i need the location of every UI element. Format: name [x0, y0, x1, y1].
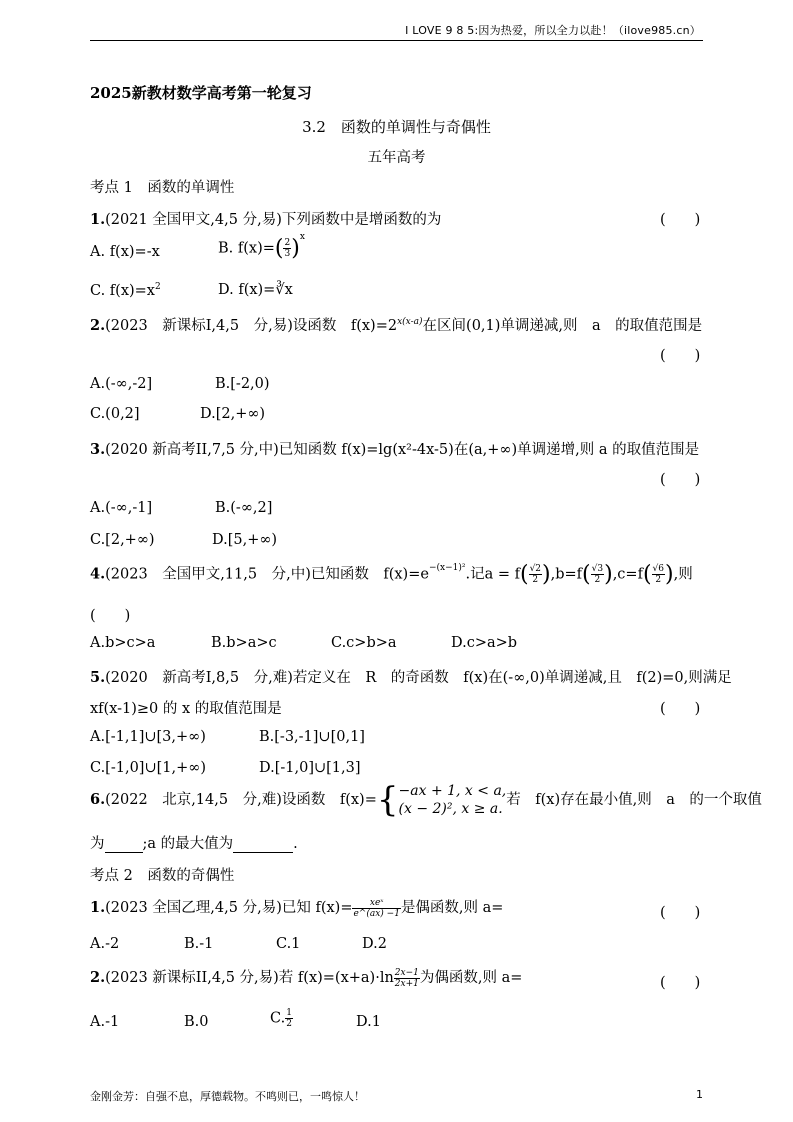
q1-option-c — [90, 282, 161, 299]
answer-paren: ( ) — [660, 212, 701, 228]
exponent: x — [299, 231, 305, 242]
question-number: 4. — [90, 565, 106, 583]
option-text: C. — [270, 1010, 286, 1027]
subsection-title: 五年高考 — [367, 150, 426, 166]
section-title: 3.2 函数的单调性与奇偶性 — [302, 118, 491, 136]
q7-option-d: D.2 — [362, 936, 387, 952]
q4-option-b: B.b>a>c — [211, 635, 277, 651]
question-text: (2023 新课标II,4,5 分,易)若 f(x)=(x+a)·ln — [105, 970, 394, 986]
answer-blank[interactable] — [105, 852, 143, 853]
question-1-stem — [90, 208, 441, 229]
question-text: (2022 北京,14,5 分,难)设函数 f(x)= — [105, 792, 377, 808]
q8-option-c — [270, 1008, 293, 1029]
q2-option-d: D.[2,+∞) — [200, 406, 266, 422]
question-number: 3. — [90, 441, 106, 458]
fraction-denominator: 2 — [594, 575, 601, 585]
option-text: B. f(x)= — [218, 240, 275, 257]
q1-option-b — [218, 231, 305, 261]
question-text: (2023 全国乙理,4,5 分,易)已知 f(x)= — [105, 900, 353, 916]
question-5-stem-line2: xf(x-1)≥0 的 x 的取值范围是 — [90, 701, 282, 717]
question-7-stem — [90, 896, 503, 919]
piecewise-brace: { — [376, 780, 399, 820]
piecewise-case: (x − 2)², x ≥ a. — [398, 801, 503, 817]
q3-option-d: D.[5,+∞) — [212, 532, 278, 548]
q4-option-a: A.b>c>a — [90, 635, 156, 651]
question-text: (2021 全国甲文,4,5 分,易)下列函数中是增函数的为 — [105, 212, 442, 228]
answer-paren: ( ) — [660, 975, 701, 991]
question-6-line2 — [90, 832, 298, 853]
q3-option-a: A.(-∞,-1] — [90, 500, 153, 516]
fraction-denominator: 2 — [532, 575, 539, 585]
question-3-stem — [90, 438, 699, 459]
fraction-denominator: 2x+1 — [394, 978, 419, 989]
fraction — [394, 968, 420, 989]
answer-blank[interactable] — [233, 852, 293, 853]
fraction — [285, 1008, 293, 1029]
fraction-numerator: √3 — [591, 564, 604, 574]
page-header: I LOVE 9 8 5:因为热爱，所以全力以赴！（ilove985.cn） — [405, 24, 701, 37]
fraction-denominator: e^(ax) −1 — [353, 908, 400, 919]
question-number: 2. — [90, 969, 106, 986]
piecewise-cases — [399, 782, 507, 818]
fraction-denominator: 3 — [284, 249, 291, 259]
knowledge-point-1: 考点 1 函数的单调性 — [90, 180, 235, 196]
question-text: ;a 的最大值为 — [142, 836, 234, 852]
header-rule — [90, 40, 703, 41]
q8-option-a: A.-1 — [90, 1014, 120, 1030]
option-text: C. f(x)=x — [90, 282, 155, 299]
fraction-numerator: √6 — [652, 564, 665, 574]
answer-paren: ( ) — [660, 348, 701, 364]
exponent: −(x−1)² — [428, 562, 466, 573]
question-number: 1. — [90, 899, 106, 916]
question-text: (2023 全国甲文,11,5 分,中)已知函数 f(x)=e — [105, 566, 429, 583]
paren-open: ( — [582, 562, 591, 587]
fraction — [652, 564, 665, 585]
question-text: ,b=f — [550, 566, 583, 583]
fraction — [591, 564, 604, 585]
question-text: 为偶函数,则 a= — [419, 970, 523, 986]
question-text: 为 — [90, 836, 105, 852]
answer-paren: ( ) — [660, 905, 701, 921]
fraction-numerator: √2 — [529, 564, 542, 574]
piecewise-case: −ax + 1, x < a, — [398, 783, 507, 799]
q7-option-a: A.-2 — [90, 936, 120, 952]
fraction — [529, 564, 542, 585]
page-footer: 金刚金芳：自强不息，厚德载物。不鸣则已，一鸣惊人！ — [90, 1090, 365, 1103]
q2-option-c: C.(0,2] — [90, 406, 140, 422]
exponent: x(x-a) — [397, 317, 423, 328]
fraction-numerator: 2x−1 — [394, 967, 419, 978]
question-text: 是偶函数,则 a= — [400, 900, 504, 916]
question-text: . — [293, 836, 298, 852]
q2-option-b: B.[-2,0) — [215, 376, 270, 392]
question-text: .记a = f — [465, 566, 520, 583]
page-number: 1 — [696, 1088, 703, 1101]
question-text: (2023 新课标I,4,5 分,易)设函数 f(x)=2 — [105, 318, 398, 334]
q1-option-d: D. f(x)=∛x — [218, 282, 293, 298]
answer-paren: ( ) — [90, 608, 131, 624]
paren-open: ( — [642, 562, 652, 587]
question-text: ,c=f — [612, 566, 643, 583]
q3-option-c: C.[2,+∞) — [90, 532, 155, 548]
fraction-numerator: xeˣ — [352, 898, 400, 909]
q3-option-b: B.(-∞,2] — [215, 500, 273, 516]
question-4-stem — [90, 562, 693, 587]
question-text: 若 f(x)存在最小值,则 a 的一个取值 — [506, 792, 762, 808]
question-text: ,则 — [673, 566, 693, 583]
answer-paren: ( ) — [660, 701, 701, 717]
paren-open: ( — [519, 562, 529, 587]
paren-close: ) — [665, 562, 674, 587]
q2-option-a: A.(-∞,-2] — [90, 376, 153, 392]
doc-title: 2025新教材数学高考第一轮复习 — [90, 84, 312, 102]
fraction-denominator: 2 — [655, 575, 662, 585]
fraction-numerator: 1 — [286, 1008, 292, 1018]
question-8-stem — [90, 966, 522, 989]
question-number: 2. — [90, 317, 106, 334]
question-number: 6. — [90, 791, 106, 808]
q5-option-a: A.[-1,1]∪[3,+∞) — [90, 729, 206, 745]
paren-open: ( — [274, 236, 284, 261]
question-number: 1. — [90, 211, 106, 228]
knowledge-point-2: 考点 2 函数的奇偶性 — [90, 868, 235, 884]
question-5-stem — [90, 666, 732, 687]
q7-option-b: B.-1 — [184, 936, 214, 952]
fraction — [352, 898, 400, 919]
fraction-numerator: 2 — [284, 238, 291, 248]
fraction-denominator: 2 — [286, 1019, 292, 1029]
question-text: (2020 新高考II,7,5 分,中)已知函数 f(x)=lg(x²-4x-5)在(a,+∞)单调递增,则 a 的取值范围是 — [105, 442, 700, 458]
paren-close: ) — [542, 562, 551, 587]
paren-close: ) — [604, 562, 613, 587]
question-number: 5. — [90, 669, 106, 686]
q8-option-b: B.0 — [184, 1014, 209, 1030]
q4-option-d: D.c>a>b — [451, 635, 518, 651]
question-2-stem — [90, 314, 702, 335]
q5-option-c: C.[-1,0]∪[1,+∞) — [90, 760, 206, 776]
question-text: (2020 新高考I,8,5 分,难)若定义在 R 的奇函数 f(x)在(-∞,0)单调递减,且 f(2)=0,则满足 — [105, 670, 732, 686]
paren-close: ) — [291, 236, 300, 261]
q5-option-d: D.[-1,0]∪[1,3] — [259, 760, 361, 776]
question-text: 在区间(0,1)单调递减,则 a 的取值范围是 — [422, 318, 703, 334]
exponent: 2 — [154, 282, 161, 292]
q5-option-b: B.[-3,-1]∪[0,1] — [259, 729, 365, 745]
q7-option-c: C.1 — [276, 936, 301, 952]
question-6-stem — [90, 782, 762, 818]
q1-option-a: A. f(x)=-x — [90, 244, 160, 260]
q8-option-d: D.1 — [356, 1014, 381, 1030]
answer-paren: ( ) — [660, 472, 701, 488]
q4-option-c: C.c>b>a — [331, 635, 397, 651]
